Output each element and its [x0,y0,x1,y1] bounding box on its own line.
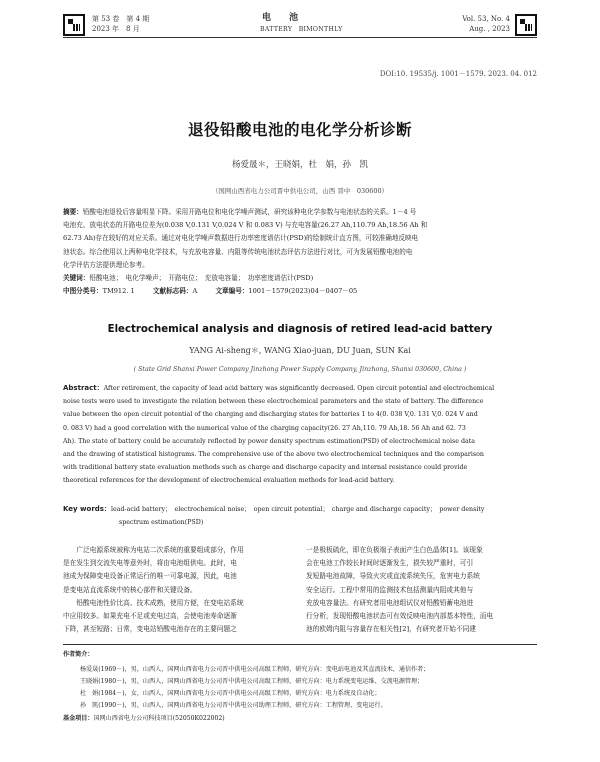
doc-code-label: 文献标志码： [152,287,193,295]
footnote-authors [80,664,429,712]
funding-label: 基金项目： [63,715,94,722]
volume-en: Vol. 53, No. 4 [462,15,510,23]
article-id-label: 文章编号： [215,287,249,295]
authors-en: YANG Ai-sheng＊, WANG Xiao-juan, DU Juan, SUN Kai [189,346,411,355]
abstract-en-line: After retirement, the capacity of lead acid battery was significantly decreased. Open circuit potential and electrochemical [103,385,495,392]
body-line: 铅酸电池性价比高、技术成熟，使用方便，在变电站系统 [63,598,244,607]
abstract-en-line: Ah). The state of battery could be accurately reflected by power density spectrum estimation(PSD) of electrochemical noise data [63,437,476,445]
abstract-en-line: 0. 083 V) had a good correlation with the numerical value of the charging capacity(26. 27 Ah,110. 79 Ah,18. 56 Ah and 62. 73 [63,424,466,432]
clc-label: 中图分类号： [63,287,103,295]
authors-cn: 杨爱晟＊，王晓娟，杜 娟，孙 凯 [231,160,368,170]
body-line: 池成为保障变电设备正常运行的唯一可靠电源，因此，电池 [63,572,237,581]
abstract-en-line: with traditional battery state evaluation methods such as charge and discharge capacity and internal resistance could provide [63,464,468,472]
keywords-en [63,503,484,516]
body-line: 广泛电源系统被称为电站二次系统的重要组成部分，作用 [63,546,244,554]
doi: DOI:10. 19535/j. 1001－1579. 2023. 04. 012 [379,70,537,78]
abstract-cn-line: 化学评估方法提供理论参考。 [63,260,149,269]
body-line: 下降，甚至短路；日常，变电站铅酸电池存在的主要问题之 [63,625,237,634]
body-line: 是在发生到交流失电等意外时，将由电池组供电。此时，电 [63,559,237,568]
abstract-en-line: value between the open circuit potential of the charging and discharging states for batteries 1 to 4(0. 038 V,0. 131 V,0. 024 V and [63,411,478,419]
journal-title-cn: 电 池 [262,13,299,23]
abstract-en-line: noise tests were used to investigate the relation between these electrochemical parameters and the state of battery. The difference [63,398,484,406]
keywords-cn [63,272,313,285]
body-line: 一是极板硫化，即在负极端子表面产生白色晶体[1]。该现象 [306,546,483,554]
abstract-cn [63,206,543,272]
keywords-en-line: spectrum estimation(PSD) [119,519,204,526]
abstract-cn-label: 摘要： [63,208,83,216]
keywords-en-line: lead-acid battery； electrochemical noise； open circuit potential； charge and discharge capacity； power density [110,506,485,513]
funding [63,713,225,725]
header-rule [63,37,537,38]
funding-text: 国网山西省电力公司科技项目(52050K022002) [93,715,225,722]
abstract-cn-line: 62.73 Ah)存在较好的对应关系。通过对电化学噪声数据进行功率密度谱估计(PSD)的绘制统计直方图，可较准确地反映电 [63,234,419,243]
classification [63,285,357,298]
body-line: 充放电容量法。有研究者用电池组试仪对铅酸铅蓄电池进 [306,598,474,607]
volume-cn: 第 53 卷 第 4 期 [92,15,150,23]
affiliation-en: ( State Grid Shanxi Power Company Jinzhong Power Supply Company, Jinzhong, Shanxi 030600, China ) [133,366,467,373]
body-right-column [306,544,540,636]
paper-title-cn: 退役铅酸电池的电化学分析诊断 [187,121,412,139]
body-line: 行分析，发现铅酸电池状态可有效反映电池内部基本特性，而电 [306,612,494,621]
abstract-cn-line: 电池充、放电状态的开路电位差为(0.038 V,0.131 V,0.024 V 和 0.083 V) 与充电容量(26.27 Ah,110.79 Ah,18.56 Ah 和 [63,221,428,230]
body-line: 会在电池工作较长时间时逐渐发生，损失较严重时，可引 [306,559,474,568]
body-line: 发短路电池故障，导致火灾或直流系统失压，危害电力系统 [306,572,480,581]
affiliation-cn: （国网山西省电力公司晋中供电公司，山西 晋中 030600） [211,187,389,195]
clc-number: TM912. 1 [102,287,135,295]
footnote-line: 杜 娟(1984－)，女，山西人，国网山西省电力公司晋中供电公司高级工程师，研究方向：电力系统及自动化； [80,690,381,697]
body-line: 安全运行。工程中常用的监测技术包括测量内阻或其他与 [306,585,474,594]
journal-title-en: BATTERY BIMONTHLY [260,26,343,33]
date-cn: 2023 年 8 月 [92,25,140,33]
body-line: 是变电站直流系统中的核心部件和关键设备。 [63,585,197,594]
body-line: 池的欧姆内阻与容量存在相关性[2]，有研究者开始不同建 [306,625,476,634]
abstract-en [63,382,543,488]
keywords-cn-label: 关键词： [63,274,90,282]
abstract-cn-line: 铅酸电池退役后容量明显下降。采用开路电位和电化学噪声测试，研究该种电化学参数与电池状态的关系。1－4 号 [82,208,417,216]
keywords-en-label: Key words： [63,505,111,513]
footnote-label: 作者简介： [63,651,94,658]
abstract-en-line: theoretical references for the development of electrochemical evaluation methods for lead-acid battery. [63,477,395,485]
qr-code-right-icon [515,14,537,36]
abstract-cn-line: 池状态。综合使用以上两种电化学技术，与充放电容量、内阻等传统电池状态评估方法进行对比，可为发展铅酸电池的电 [63,247,413,256]
body-left-column [63,544,295,636]
article-id: 1001－1579(2023)04－0407－05 [248,287,358,295]
footnote-line: 王晓娟(1980－)，男，山西人，国网山西省电力公司晋中供电公司高级工程师，研究方向：电力系统变电运维、交流电源管理； [80,678,424,685]
qr-code-left-icon [63,14,85,36]
date-en: Aug. , 2023 [469,25,510,33]
footnote-rule [63,644,537,645]
abstract-en-line: and the drawing of statistical histograms. The comprehensive use of the above two electrochemical techniques and the comparison [63,451,484,459]
abstract-en-label: Abstract： [63,384,104,392]
paper-title-en: Electrochemical analysis and diagnosis of retired lead-acid battery [107,324,493,335]
doc-code: A [192,287,198,295]
body-line: 中应用较多。如果充电不足或充电过高，会使电池寿命逐渐 [63,612,237,621]
keywords-cn-text: 铅酸电池； 电化学噪声； 开路电位； 充放电容量； 功率密度谱估计(PSD) [89,274,314,282]
footnote-line: 杨爱晟(1969－)，男，山西人，国网山西省电力公司晋中供电公司高级工程师，研究方向：变电站电池及其直流技术，通信作者； [80,666,430,673]
footnote-line: 孙 凯(1990－)，男，山西人，国网山西省电力公司晋中供电公司助理工程师，研究方向：工程管理、变电运行。 [80,702,387,709]
